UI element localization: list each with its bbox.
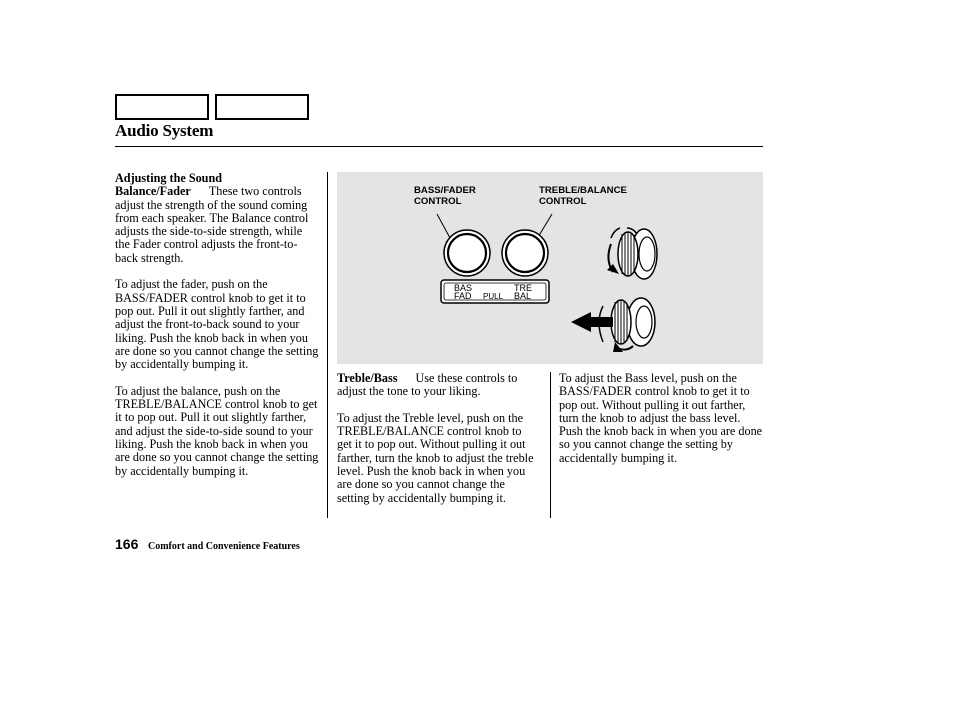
section-subheading: Balance/Fader <box>115 184 191 199</box>
panel-text-bal: BAL <box>514 291 532 301</box>
panel-text-fad: FAD <box>454 291 472 301</box>
bass-fader-callout: BASS/FADER CONTROL <box>414 185 476 207</box>
treble-paragraph: To adjust the Treble level, push on the TREBLE/BALANCE control knob to get it to pop out. Without pulling it out farther, turn the knob to adjust the treble level. Push the knob back in when you are done so you cannot change the setting by accidentally bumping it. <box>337 410 534 505</box>
footer-section-title: Comfort and Convenience Features <box>148 541 300 552</box>
section-heading: Treble/Bass <box>337 371 398 385</box>
column-divider <box>550 372 551 518</box>
page-number: 166 <box>115 536 139 552</box>
nav-tab-previous[interactable] <box>115 94 209 120</box>
bass-paragraph: To adjust the Bass level, push on the BASS/FADER control knob to get it to pop out. Without pulling it out farther, turn the knob to adjust the bass level. Push the knob back in when you are done so you cannot change the setting by accidentally bumping it. <box>559 371 763 465</box>
panel-text-tre: TRE <box>514 283 532 293</box>
treble-balance-callout: TREBLE/BALANCE CONTROL <box>539 185 627 207</box>
balance-fader-section <box>115 172 320 491</box>
fader-paragraph: To adjust the fader, push on the BASS/FADER control knob to get it to pop out. Pull it out slightly farther, and adjust the front-to-back sound to your liking. Push the knob back in when you are done so you cannot change the setting by accidentally bumping it. <box>115 277 319 372</box>
treble-bass-section <box>337 372 537 518</box>
panel-text-bas: BAS <box>454 283 473 293</box>
intro-text: Use these controls to adjust the tone to your liking. <box>337 371 518 399</box>
bass-section <box>559 372 764 478</box>
treble-balance-knob <box>502 230 548 276</box>
pull-arrow-icon <box>571 312 613 332</box>
pull-knob-illustration <box>571 298 655 352</box>
knob-label-panel <box>441 280 549 303</box>
rotate-knob-illustration <box>607 228 657 279</box>
intro-text: These two controls adjust the strength of the sound coming from each speaker. The Balance control adjusts the side-to-side strength, while the Fader control adjusts the front-to-back strength. <box>115 184 309 265</box>
knob-diagram <box>337 172 763 364</box>
page-title: Audio System <box>115 121 214 140</box>
title-divider <box>115 146 763 147</box>
balance-paragraph: To adjust the balance, push on the TREBLE/BALANCE control knob to get it to pop out. Pull it out slightly farther, and adjust the side-to-side sound to your liking. Push the knob back in when you are done so you cannot change the setting by accidentally bumping it. <box>115 383 319 478</box>
column-divider <box>327 172 328 518</box>
balance-fader-intro <box>115 185 320 265</box>
nav-tab-next[interactable] <box>215 94 309 120</box>
bass-fader-knob <box>444 230 490 276</box>
section-heading: Adjusting the Sound <box>115 171 223 185</box>
treble-bass-intro <box>337 372 537 399</box>
audio-controls-illustration <box>337 172 763 364</box>
panel-text-pull: PULL <box>483 292 504 301</box>
